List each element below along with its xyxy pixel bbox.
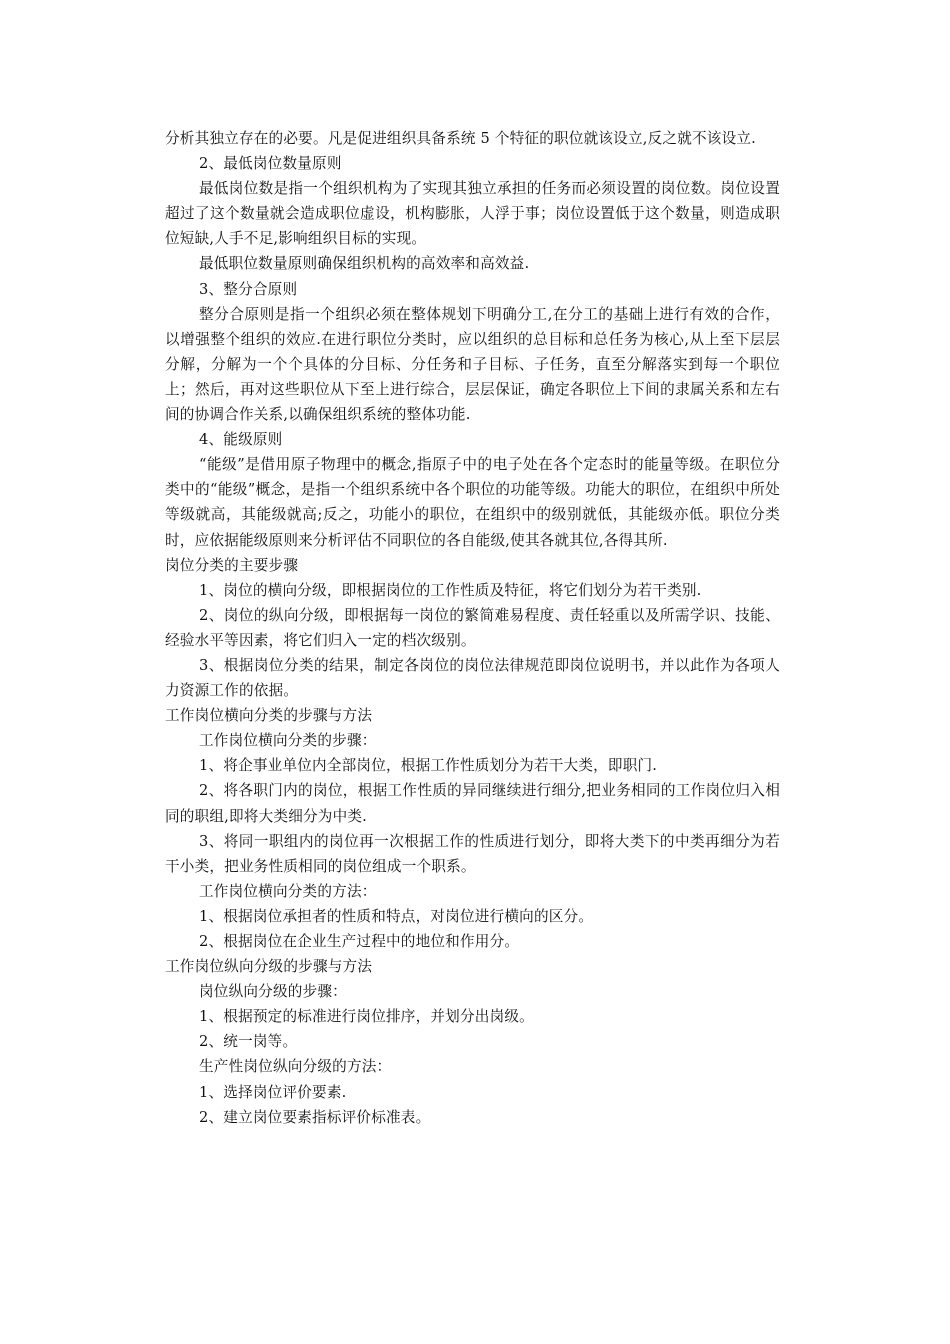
list-item: 2、建立岗位要素指标评价标准表。 <box>199 1108 431 1126</box>
list-item: 2、将各职门内的岗位，根据工作性质的异同继续进行细分,把业务相同的工作岗位归入相同的职组,即将大类细分为中类. <box>165 782 780 825</box>
document-page <box>165 126 780 1130</box>
list-item: 1、根据岗位承担者的性质和特点，对岗位进行横向的区分。 <box>199 907 594 925</box>
section-heading-energy-level: 4、能级原则 <box>199 431 283 449</box>
section-heading-integration: 3、整分合原则 <box>199 280 298 298</box>
list-item: 1、根据预定的标准进行岗位排序，并划分出岗级。 <box>199 1008 534 1026</box>
list-item: 1、选择岗位评价要素. <box>199 1083 347 1101</box>
list-item: 1、岗位的横向分级，即根据岗位的工作性质及特征，将它们划分为若干类别. <box>199 581 702 599</box>
list-item: 2、根据岗位在企业生产过程中的地位和作用分。 <box>199 933 520 950</box>
paragraph: 最低职位数量原则确保组织机构的高效率和高效益. <box>199 255 530 273</box>
heading-horizontal-classification: 工作岗位横向分类的步骤与方法 <box>165 707 373 725</box>
list-item: 3、根据岗位分类的结果，制定各岗位的岗位法律规范即岗位说明书，并以此作为各项人力资源工作的依据。 <box>165 656 780 700</box>
list-item: 1、将企事业单位内全部岗位，根据工作性质划分为若干大类，即职门. <box>199 757 658 775</box>
heading-vertical-grading: 工作岗位纵向分级的步骤与方法 <box>165 958 373 976</box>
list-item: 2、岗位的纵向分级，即根据每一岗位的繁简难易程度、责任轻重以及所需学识、技能、经验水平等因素，将它们归入一定的档次级别。 <box>165 606 780 649</box>
subheading: 工作岗位横向分类的步骤： <box>199 732 377 750</box>
list-item: 2、统一岗等。 <box>199 1033 298 1051</box>
paragraph: 整分合原则是指一个组织必须在整体规划下明确分工,在分工的基础上进行有效的合作，以增强整个组织的效应.在进行职位分类时，应以组织的总目标和总任务为核心,从上至下层层分解，分解为一个个具体的分目标、分任务和子目标、子任务，直至分解落实到每一个职位上；然后，再对这些职位从下至上进行综合，层层保证，确定各职位上下间的隶属关系和左右间的协调合作关系,以确保组织系统的整体功能. <box>165 305 780 424</box>
section-heading-min-positions: 2、最低岗位数量原则 <box>199 155 342 173</box>
subheading: 生产性岗位纵向分级的方法： <box>199 1058 392 1076</box>
heading-main-steps: 岗位分类的主要步骤 <box>165 556 299 574</box>
paragraph: “能级”是借用原子物理中的概念,指原子中的电子处在各个定态时的能量等级。在职位分类中的“能级”概念，是指一个组织系统中各个职位的功能等级。功能大的职位，在组织中所处等级就高，其能级就高;反之，功能小的职位，在组织中的级别就低，其能级亦低。职位分类时，应依据能级原则来分析评估不同职位的各自能级,使其各就其位,各得其所. <box>165 456 780 549</box>
list-item: 3、将同一职组内的岗位再一次根据工作的性质进行划分，即将大类下的中类再细分为若干小类，把业务性质相同的岗位组成一个职系。 <box>165 832 780 875</box>
subheading: 岗位纵向分级的步骤： <box>199 983 347 1001</box>
paragraph-continuation: 分析其独立存在的必要。凡是促进组织具备系统 5 个特征的职位就该设立,反之就不该设立. <box>165 130 757 147</box>
subheading: 工作岗位横向分类的方法： <box>199 882 377 900</box>
paragraph: 最低岗位数是指一个组织机构为了实现其独立承担的任务而必须设置的岗位数。岗位设置超过了这个数量就会造成职位虚设，机构膨胀，人浮于事；岗位设置低于这个数量，则造成职位短缺,人手不足,影响组织目标的实现。 <box>165 180 780 248</box>
